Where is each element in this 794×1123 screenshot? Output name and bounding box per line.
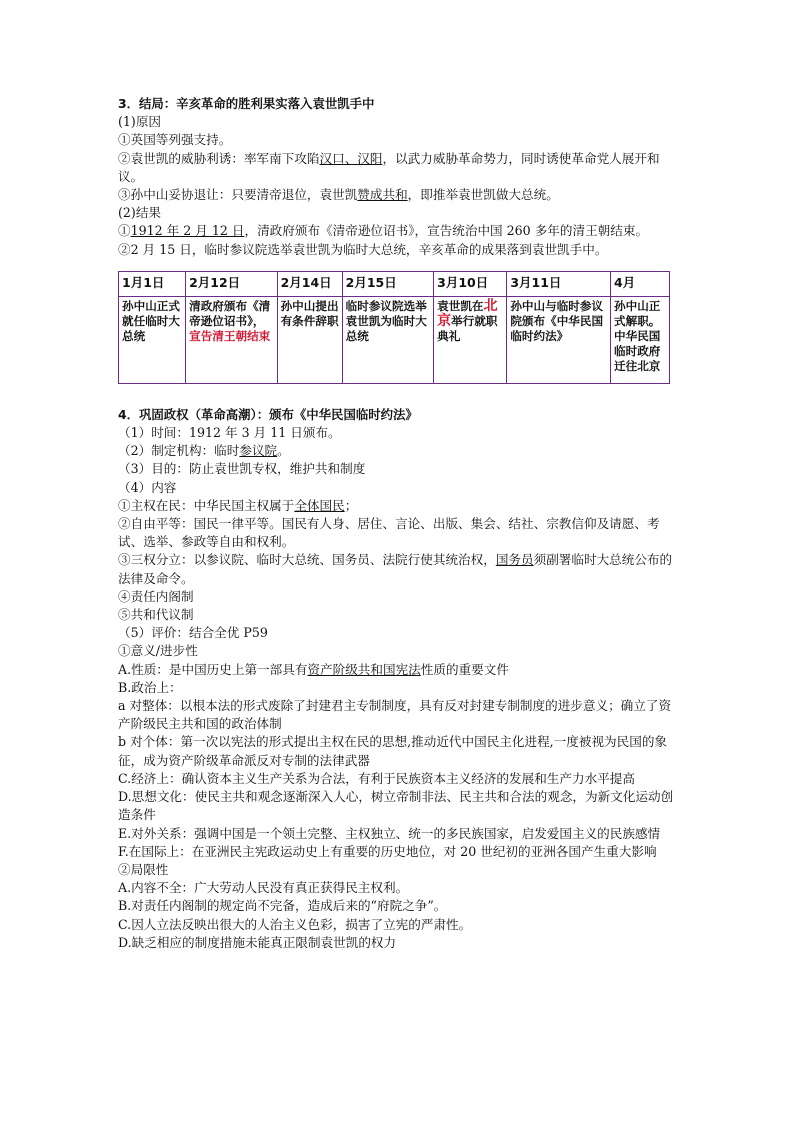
timeline-event: 孙中山提出有条件辞职: [277, 296, 342, 383]
content-4: ④责任内阁制: [118, 588, 194, 604]
support-republic: 赞成共和: [357, 187, 408, 203]
timeline-event: 清政府颁布《清帝逊位诏书》，宣告清王朝结束: [186, 296, 277, 383]
reason-3: ③孙中山妥协退让：只要清帝退位，袁世凯赞成共和，即推举袁世凯做大总统。: [118, 187, 559, 203]
timeline-date: 2月15日: [342, 271, 433, 296]
timeline-table: [118, 271, 670, 384]
result-2: ②2 月 15 日，临时参议院选举袁世凯为临时大总统，辛亥革命的成果落到袁世凯手中。: [118, 241, 608, 257]
significance-b-a: a 对整体：以根本法的形式废除了封建君主专制制度，具有反对封建专制制度的进步意义；确立了资产阶级民主共和国的政治体制: [118, 698, 672, 732]
limitation-c: C.因人立法反映出很大的人治主义色彩，损害了立宪的严肃性。: [118, 916, 472, 932]
timeline-date: 2月12日: [186, 271, 277, 296]
all-citizens: 全体国民: [294, 497, 345, 513]
bourgeois-constitution: 资产阶级共和国宪法: [307, 661, 421, 677]
content-2: ②自由平等：国民一律平等。国民有人身、居住、言论、出版、集会、结社、宗教信仰及请愿、考试、选举、参政等自由和权利。: [118, 516, 660, 550]
timeline-event: 袁世凯在北京举行就职典礼: [434, 296, 507, 383]
significance-e: E.对外关系：强调中国是一个领土完整、主权独立、统一的多民族国家，启发爱国主义的民族感情: [118, 825, 661, 841]
timeline-date: 3月10日: [434, 271, 507, 296]
timeline-date: 1月1日: [119, 271, 186, 296]
content-1: ①主权在民：中华民国主权属于全体国民；: [118, 497, 358, 513]
significance-c: C.经济上：确认资本主义生产关系为合法，有利于民族资本主义经济的发展和生产力水平提高: [118, 770, 635, 786]
significance-b: B.政治上：: [118, 679, 182, 695]
place-hankou-hanyang: 汉口、汉阳: [319, 150, 383, 166]
date-1912-2-12: 1912 年 2 月 12 日: [130, 223, 245, 239]
limitation-d: D.缺乏相应的制度措施未能真正限制袁世凯的权力: [118, 934, 397, 950]
timeline-date: 2月14日: [277, 271, 342, 296]
reason-1: ①英国等列强支持。: [118, 132, 232, 148]
significance-f: F.在国际上：在亚洲民主宪政运动史上有重要的历史地位，对 20 世纪初的亚洲各国产生重大影响: [118, 843, 657, 859]
result-1: ①1912 年 2 月 12 日，清政府颁布《清帝逊位诏书》，宣告统治中国 260 多年的清王朝结束。: [118, 223, 649, 239]
timeline-event: 孙中山正式就任临时大总统: [119, 296, 186, 383]
significance-d: D.思想文化：使民主共和观念逐渐深入人心，树立帝制非法、民主共和合法的观念，为新文化运动创造条件: [118, 789, 674, 823]
limitation-heading: ②局限性: [118, 861, 169, 877]
significance-heading: ①意义/进步性: [118, 643, 198, 659]
significance-b-b: b 对个体：第一次以宪法的形式提出主权在民的思想,推动近代中国民主化进程,一度被视为民国的象征，成为资产阶级革命派反对专制的法律武器: [118, 734, 668, 768]
section-3-title: 3．结局：辛亥革命的胜利果实落入袁世凯手中: [118, 96, 375, 111]
timeline-date: 3月11日: [507, 271, 611, 296]
result-heading: (2)结果: [118, 205, 162, 221]
reason-2: ②袁世凯的威胁利诱：率军南下攻陷汉口、汉阳，以武力威胁革命势力，同时诱使革命党人展开和议。: [118, 150, 660, 184]
timeline-event: 孙中山与临时参议院颁布《中华民国临时约法》: [507, 296, 611, 383]
document-page: [118, 95, 678, 952]
s4-content-head: （4）内容: [118, 479, 177, 495]
cabinet-members: 国务员: [495, 552, 534, 568]
highlight-beijing: 北京: [437, 297, 498, 329]
limitation-a: A.内容不全：广大劳动人民没有真正获得民主权利。: [118, 880, 409, 896]
s4-time: （1）时间：1912 年 3 月 11 日颁布。: [118, 425, 341, 441]
content-3: ③三权分立：以参议院、临时大总统、国务员、法院行使其统治权，国务员须副署临时大总统公布的法律及命令。: [118, 552, 673, 586]
limitation-b: B.对责任内阁制的规定尚不完备，造成后来的“府院之争”。: [118, 898, 447, 914]
significance-a: A.性质：是中国历史上第一部具有资产阶级共和国宪法性质的重要文件: [118, 661, 509, 677]
reason-heading: (1)原因: [118, 114, 162, 130]
timeline-date: 4月: [611, 271, 670, 296]
senate: 参议院: [239, 443, 278, 459]
timeline-event: 临时参议院选举袁世凯为临时大总统: [342, 296, 433, 383]
section-4-title: 4．巩固政权（革命高潮）：颁布《中华民国临时约法》: [118, 406, 418, 422]
s4-body: （2）制定机构：临时参议院。: [118, 443, 290, 459]
content-5: ⑤共和代议制: [118, 607, 194, 623]
timeline-event: 孙中山正式解职。中华民国临时政府迁往北京: [611, 296, 670, 383]
timeline-event-row: [119, 296, 670, 383]
s4-purpose: （3）目的：防止袁世凯专权，维护共和制度: [118, 461, 366, 477]
timeline-header-row: [119, 271, 670, 296]
evaluation: （5）评价：结合全优 P59: [118, 625, 268, 641]
highlight-qing-end: 宣告清王朝结束: [189, 328, 271, 343]
